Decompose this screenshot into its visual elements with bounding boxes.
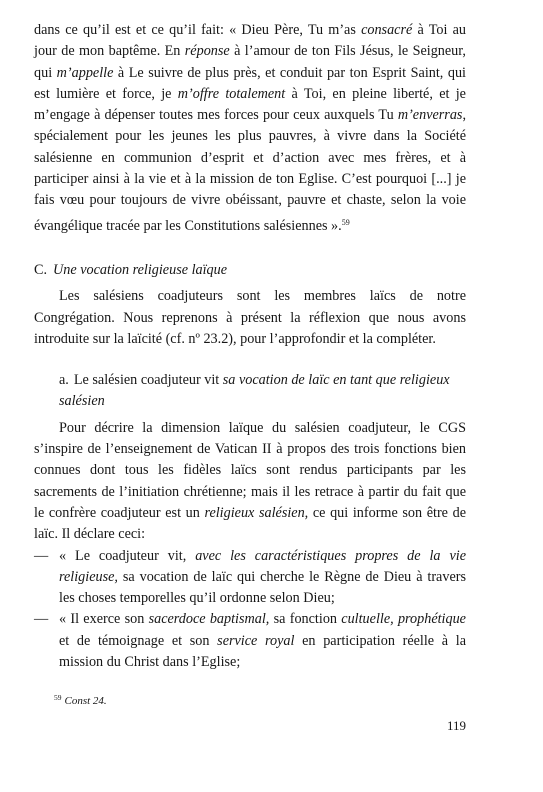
- emphasis: service royal: [217, 632, 295, 649]
- footnote-text: Const 24.: [64, 695, 107, 708]
- text-run: ce qui informe son être de laïc. Il déclare ceci:: [34, 504, 466, 543]
- text-run: à Toi au jour de mon baptême. En: [34, 22, 466, 60]
- emphasis: m’appelle: [56, 64, 114, 81]
- section-heading-c: [34, 260, 466, 281]
- page-number: 119: [446, 718, 466, 733]
- quote-list: [34, 546, 466, 674]
- emphasis: consacré: [361, 22, 413, 38]
- text-run: « Il exerce son: [59, 611, 149, 628]
- text-run: dans ce qu’il est et ce qu’il fait: « Dieu Père, Tu m’as: [34, 22, 362, 38]
- dash-marker: —: [34, 547, 49, 564]
- subsection-title-plain: Le salésien coadjuteur vit: [73, 372, 223, 389]
- footnote-reference: 59: [341, 217, 350, 227]
- subsection-letter: a.: [59, 372, 69, 389]
- intro-paragraph: [34, 20, 466, 237]
- footnote: [34, 690, 466, 709]
- section-title: Une vocation religieuse laïque: [53, 261, 228, 278]
- text-run: Pour décrire la dimension laïque du salésien coadjuteur, le CGS s’inspire de l’enseignement de Vatican II à propos des trois fonctions bien connues dont tous les fidèles laïcs sont rendus participants par les sacrements de l’initiation chrétienne; mais il les retrace à partir du fait que le confrère coadjuteur est un: [34, 419, 466, 521]
- subsection-title-italic: sa vocation de laïc en tant que religieux salésien: [59, 372, 450, 410]
- emphasis: sacerdoce baptismal,: [148, 611, 270, 628]
- subsection-a-paragraph: [34, 418, 466, 546]
- page-body: [34, 20, 466, 780]
- text-run: en participation réelle à la mission du Christ dans l’Eglise;: [59, 632, 466, 671]
- emphasis: cultuelle, prophétique: [341, 611, 466, 628]
- section-c-paragraph: Les salésiens coadjuteurs sont les membres laïcs de notre Congrégation. Nous reprenons à présent la réflexion que nous avons introduite sur la laïcité (cf. nº 23.2), pour l’approfondir et la compléter.: [34, 288, 466, 347]
- emphasis: m’offre totalement: [177, 85, 286, 102]
- list-item: [34, 546, 466, 610]
- emphasis: religieux salésien,: [204, 504, 309, 521]
- text-run: « Le coadjuteur vit,: [59, 547, 196, 564]
- text-run: et de témoignage et son: [59, 632, 218, 649]
- emphasis: m’enverras: [397, 107, 463, 124]
- emphasis: réponse: [184, 43, 230, 60]
- text-run: à l’amour de ton Fils Jésus, le Seigneur, qui: [34, 43, 466, 81]
- text-run: à Toi, en pleine liberté, et je m’engage à dépenser toutes mes forces pour ceux auxquels Tu: [34, 85, 466, 124]
- footnote-number: 59: [54, 693, 62, 703]
- list-item: [34, 609, 466, 673]
- text-run: sa fonction: [269, 611, 342, 628]
- text-run: , spécialement pour les jeunes les plus pauvres, à vivre dans la Société salésienne en communion d’esprit et d’action avec mes frères, et à participer ainsi à la vie et à la mission de ton Eglise. C’est pourquoi [...] je fais vœu pour toujours de vivre obéissant, pauvre et chaste, selon la voie évangélique tracée par les Constitutions salésiennes ».: [34, 107, 466, 234]
- emphasis: avec les caractéristiques propres de la vie religieuse,: [59, 547, 466, 585]
- text-run: sa vocation de laïc qui cherche le Règne de Dieu à travers les choses temporelles qu’il ordonne selon Dieu;: [59, 568, 466, 607]
- dash-marker: —: [34, 611, 49, 628]
- text-run: à Le suivre de plus près, et conduit par ton Esprit Saint, qui est lumière et force, je: [34, 64, 466, 102]
- section-label: C.: [34, 261, 48, 278]
- subsection-heading-a: [34, 370, 466, 413]
